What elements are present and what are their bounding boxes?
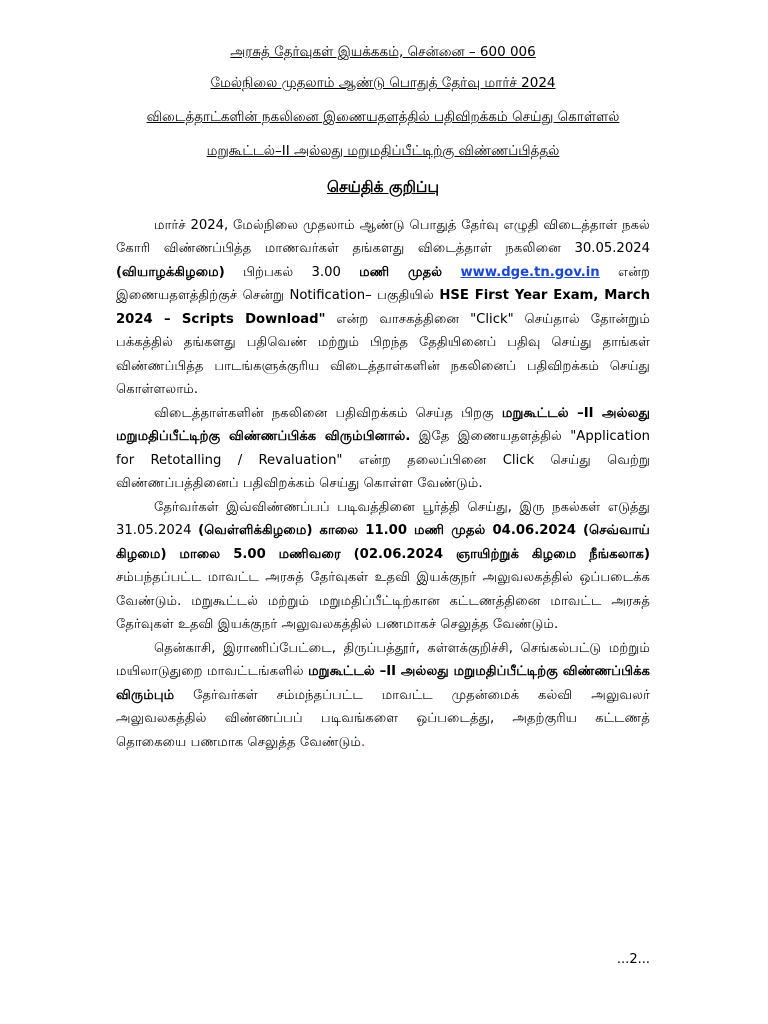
header-directorate: அரசுத் தேர்வுகள் இயக்ககம், சென்னை – 600 006 <box>230 44 536 60</box>
p3-bold-schedule: (வெள்ளிக்கிழமை) காலை 11.00 மணி முதல் 04.06.2024 (செவ்வாய் கிழமை) மாலை 5.00 மணிவரை (02.06.2024 ஞாயிற்றுக் கிழமை நீங்கலாக) <box>116 523 650 562</box>
header-exam: மேல்நிலை முதலாம் ஆண்டு பொதுத் தேர்வு மார்ச் 2024 <box>210 75 556 91</box>
p4-text-2: தேர்வர்கள் சம்மந்தப்பட்ட மாவட்ட முதன்மைக் கல்வி அலுவலர் அலுவலகத்தில் விண்ணப்பப் படிவங்களை ஒப்படைத்து, அதற்குரிய கட்டணத் தொகையை பணமாக செலுத்த வேண்டும் <box>116 687 650 750</box>
p2-text-1: விடைத்தாள்களின் நகலினை பதிவிறக்கம் செய்த பிறகு <box>154 405 502 421</box>
p1-text-3 <box>442 265 460 280</box>
press-release-title: செய்திக் குறிப்பு <box>326 178 440 196</box>
header-script-download: விடைத்தாட்களின் நகலினை இணையதளத்தில் பதிவிறக்கம் செய்து கொள்ளல் <box>146 109 620 125</box>
p1-bold-day: (வியாழக்கிழமை) <box>116 264 225 280</box>
p1-bold-from: மணி முதல் <box>359 264 443 280</box>
p2-text-2: இதே இணையதளத்தில் "Application for Retotalling / Revaluation" என்ற தலைப்பினை Click செய்து வெற்று விண்ணப்பத்தினைப் பதிவிறக்கம் செய்து கொள்ள வேண்டும். <box>116 429 650 491</box>
paragraph-1 <box>116 214 650 402</box>
p1-text-2: பிற்பகல் 3.00 <box>224 264 360 280</box>
p1-text-5: என்ற வாசகத்தினை "Click" செய்தால் தோன்றும் பக்கத்தில் தங்களது பதிவெண் மற்றும் பிறந்த தேதியினைப் பதிவு செய்து தாங்கள் விண்ணப்பித்த பாடங்களுக்குரிய விடைத்தாள்களின் நகலினைப் பதிவிறக்கம் செய்து கொள்ளலாம். <box>116 311 651 397</box>
p1-text-4: என்ற இணையதளத்திற்குச் சென்று Notification– பகுதியில் <box>116 264 650 303</box>
p4-bold-retotalling: மறுகூட்டல் –II அல்லது மறுமதிப்பீட்டிற்கு விண்ணப்பிக்க விரும்பும் <box>116 664 650 703</box>
p1-bold-scripts-download: HSE First Year Exam, March 2024 – Scripts Download" <box>116 288 650 327</box>
p4-red-dot: . <box>361 734 366 750</box>
p3-text-2: சம்பந்தப்பட்ட மாவட்ட அரசுத் தேர்வுகள் உதவி இயக்குநர் அலுவலகத்தில் ஒப்படைக்க வேண்டும். மறுகூட்டல் மற்றும் மறுமதிப்பீட்டிற்கான கட்டணத்தினை மாவட்ட அரசுத் தேர்வுகள் உதவி இயக்குநர் அலுவலகத்தில் பணமாகச் செலுத்த வேண்டும். <box>116 570 650 632</box>
dge-website-link[interactable]: www.dge.tn.gov.in <box>460 264 600 280</box>
p1-text-1: மார்ச் 2024, மேல்நிலை முதலாம் ஆண்டு பொதுத் தேர்வு எழுதி விடைத்தாள் நகல் கோரி விண்ணப்பித்த மாணவர்கள் தங்களது விடைத்தாள் நகலினை 30.05.2024 <box>116 217 650 256</box>
page-number: ...2... <box>616 952 650 967</box>
paragraph-3 <box>116 496 650 637</box>
document-body <box>116 214 650 755</box>
p2-bold-retotalling: மறுகூட்டல் –II அல்லது மறுமதிப்பீட்டிற்கு விண்ணப்பிக்க விரும்பினால். <box>116 405 650 444</box>
p4-text-1: தென்காசி, இராணிப்பேட்டை, திருப்பத்தூர், கள்ளக்குறிச்சி, செங்கல்பட்டு மற்றும் மயிலாடுதுறை மாவட்டங்களில் <box>116 640 650 679</box>
header-retotalling: மறுகூட்டல்–II அல்லது மறுமதிப்பீட்டிற்கு விண்ணப்பித்தல் <box>206 143 560 159</box>
paragraph-4 <box>116 637 650 755</box>
paragraph-2 <box>116 402 650 496</box>
p3-text-1: தேர்வர்கள் இவ்விண்ணப்பப் படிவத்தினை பூர்த்தி செய்து, இரு நகல்கள் எடுத்து 31.05.2024 <box>116 499 650 538</box>
